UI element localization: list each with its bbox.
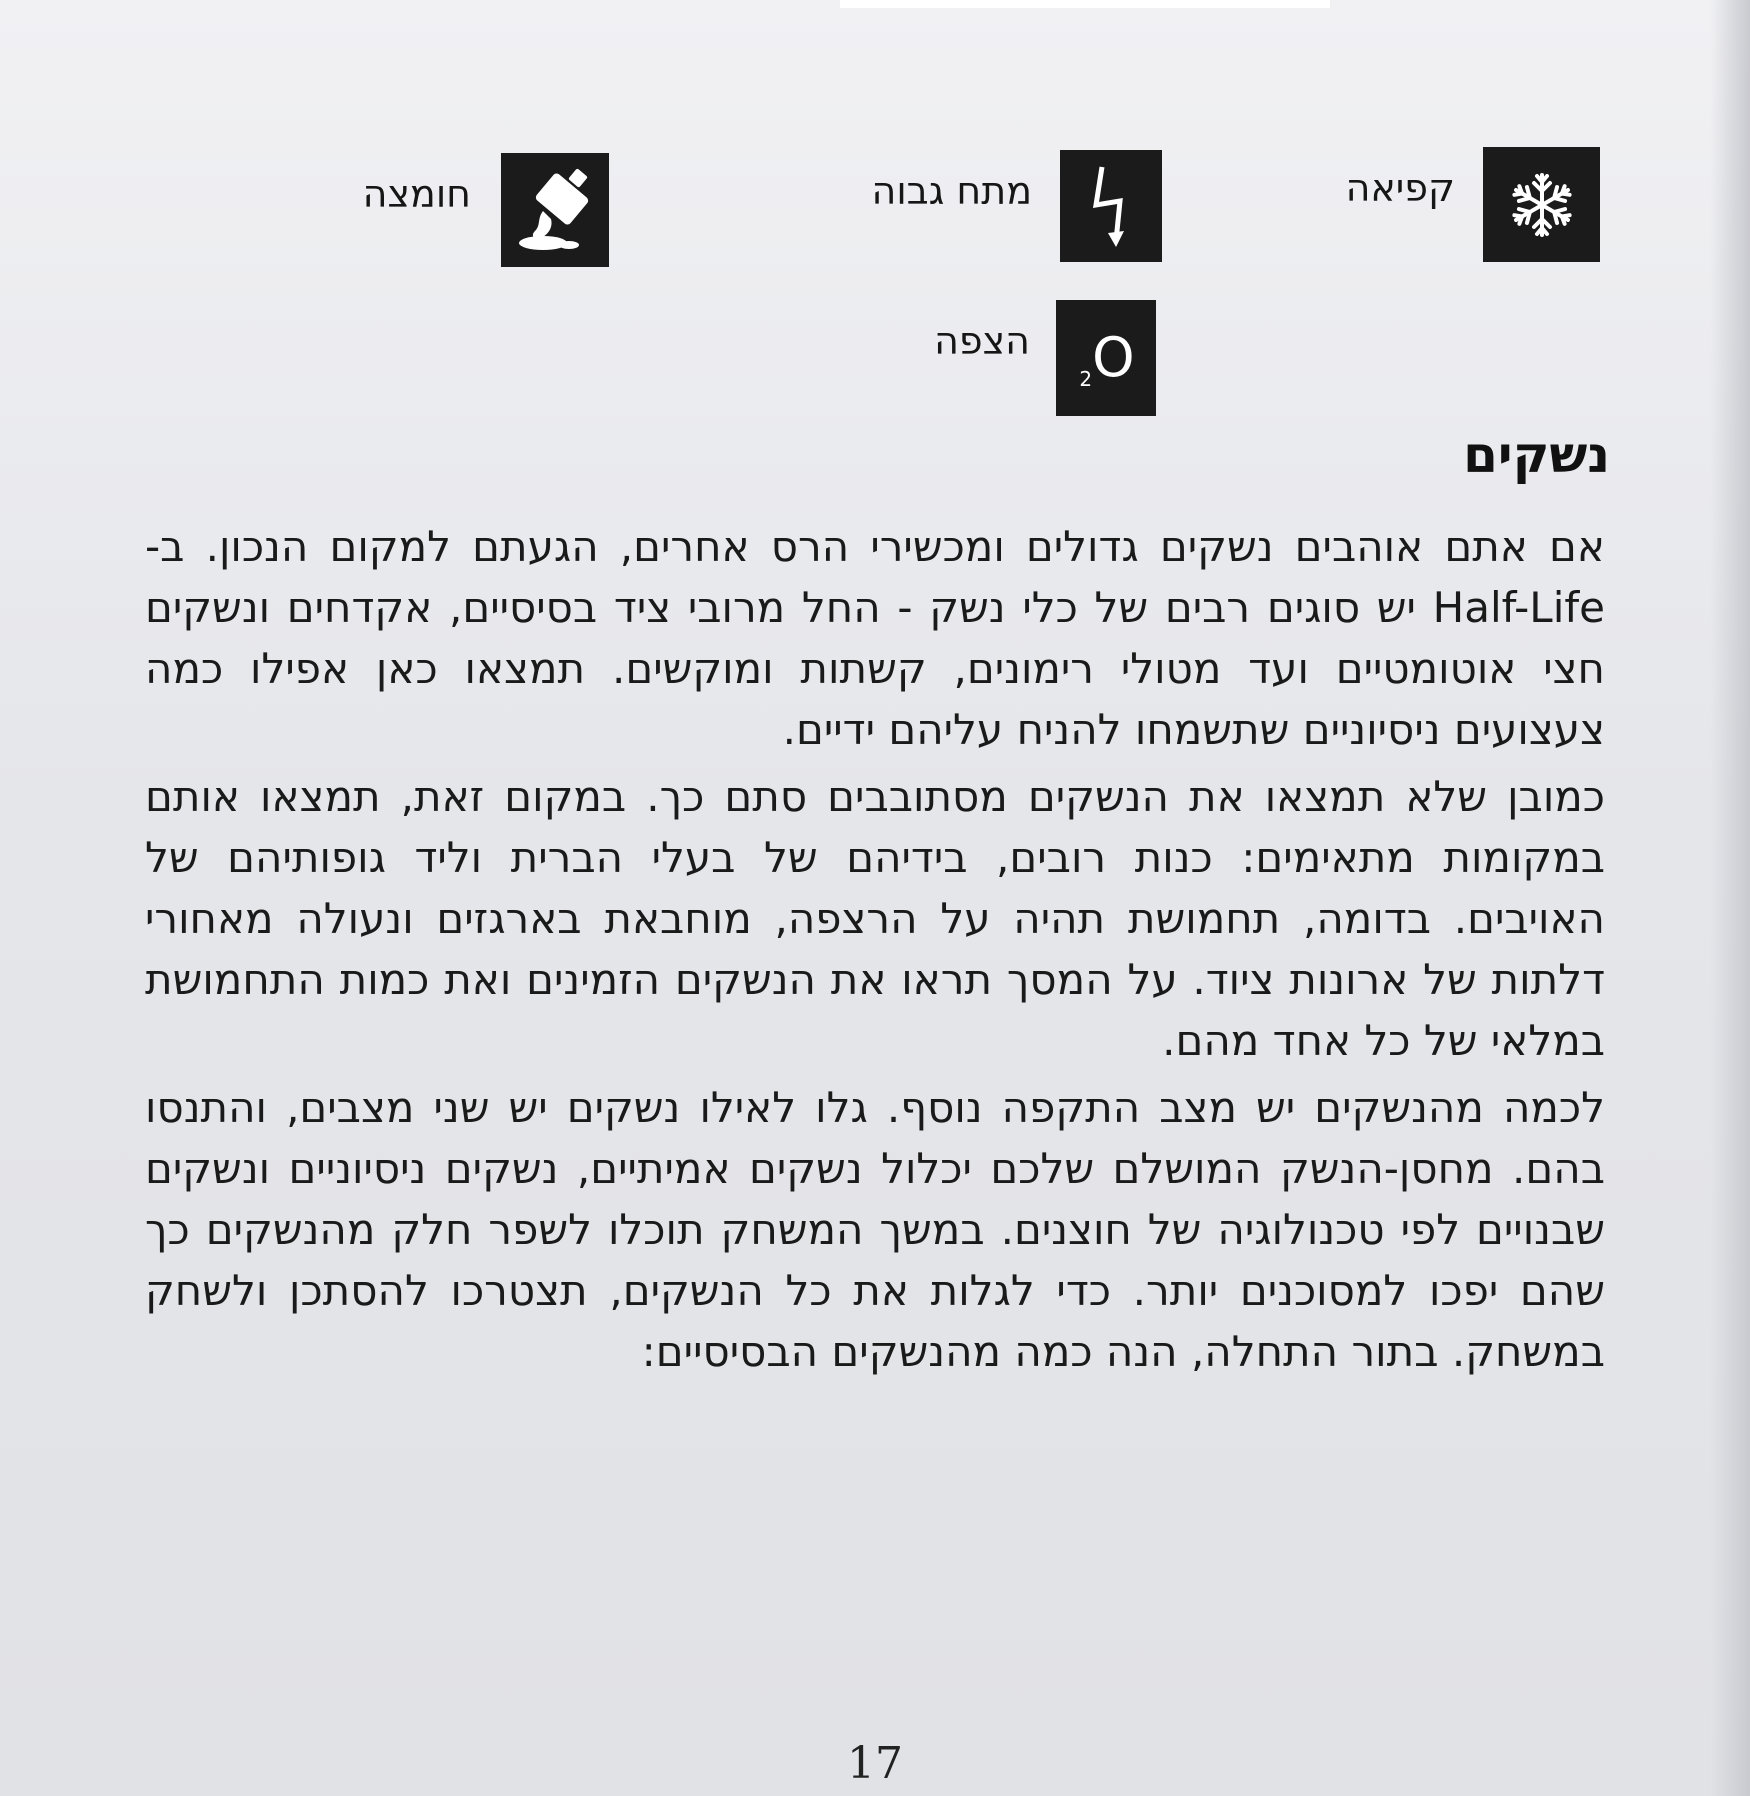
oxygen-o2-icon bbox=[1056, 300, 1156, 416]
o2-letter: O bbox=[1092, 326, 1135, 389]
hazard-high-voltage bbox=[872, 150, 1163, 262]
page-edge-strip bbox=[840, 0, 1330, 8]
page-gutter-shadow bbox=[1710, 0, 1750, 1796]
hazard-label-high-voltage: מתח גבוה bbox=[871, 169, 1032, 213]
o2-subscript: 2 bbox=[1079, 367, 1093, 391]
hazard-label-freeze: קפיאה bbox=[1345, 166, 1455, 210]
hazard-acid bbox=[363, 153, 609, 267]
paragraph: כמובן שלא תמצאו את הנשקים מסתובבים סתם כך. במקום זאת, תמצאו אותם במקומות מתאימים: כנות רובים, בידיהם של בעלי הברית וליד גופותיהם של האויבים. בדומה, תחמושת תהיה על הרצפה, מוחבאת בארגזים ונעולה מאחורי דלתות של ארונות ציוד. על המסך תראו את הנשקים הזמינים ואת כמות התחמושת במלאי של כל אחד מהם. bbox=[145, 772, 1605, 1065]
snowflake-icon bbox=[1483, 147, 1600, 262]
acid-bottle-icon bbox=[501, 153, 609, 267]
paragraph: לכמה מהנשקים יש מצב התקפה נוסף. גלו לאילו נשקים יש שני מצבים, והתנסו בהם. מחסן-הנשק המושלם שלכם יכלול נשקים אמיתיים, נשקים ניסיוניים ונשקים שבנויים לפי טכנולוגיה של חוצנים. במשך המשחק תוכלו לשפר חלק מהנשקים כך שהם יפכו למסוכנים יותר. כדי לגלות את כל הנשקים, תצטרכו להסתכן ולשחק במשחק. בתור התחלה, הנה כמה מהנשקים הבסיסיים: bbox=[145, 1083, 1605, 1376]
section-heading: נשקים bbox=[1463, 426, 1610, 484]
hazard-label-flood: הצפה bbox=[934, 319, 1030, 363]
paragraph: אם אתם אוהבים נשקים גדולים ומכשירי הרס אחרים, הגעתם למקום הנכון. ב-Half-Life יש סוגים רבים של כלי נשק - החל מרובי ציד בסיסיים, אקדחים ונשקים חצי אוטומטיים ועד מטולי רימונים, קשתות ומוקשים. תמצאו כאן אפילו כמה צעצועים ניסיוניים שתשמחו להניח עליהם ידיים. bbox=[145, 522, 1605, 754]
lightning-bolt-icon bbox=[1060, 150, 1162, 262]
body-text bbox=[145, 516, 1605, 1388]
hazard-freeze bbox=[1346, 147, 1600, 262]
page-number: 17 bbox=[847, 1738, 903, 1789]
hazard-flood bbox=[934, 300, 1156, 416]
hazard-label-acid: חומצה bbox=[362, 172, 471, 216]
